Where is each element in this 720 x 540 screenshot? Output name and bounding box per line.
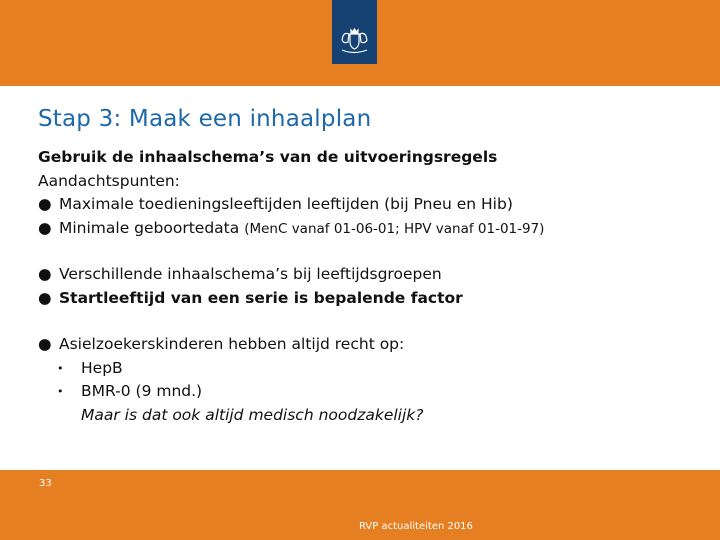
page-number: 33 (39, 478, 52, 489)
header-bar (0, 0, 720, 86)
sub-list-item: • BMR-0 (9 mnd.) (38, 380, 698, 404)
slide-content (38, 146, 698, 427)
dutch-coat-of-arms-icon (339, 26, 370, 54)
footer-bar (0, 470, 720, 540)
list-item: ● Asielzoekerskinderen hebben altijd recht op: (38, 333, 698, 357)
sub-bullet-icon: • (57, 361, 64, 375)
bullet-icon: ● (38, 288, 52, 307)
bullet-icon: ● (38, 265, 52, 283)
list-item: ● Maximale toedieningsleeftijden leeftijden (bij Pneu en Hib) (38, 193, 698, 217)
list-item: ● Minimale geboortedata (MenC vanaf 01-06-01; HPV vanaf 01-01-97) (38, 217, 698, 242)
government-logo (332, 0, 377, 64)
bullet-icon: ● (38, 218, 52, 237)
intro-line: Gebruik de inhaalschema’s van de uitvoeringsregels (38, 148, 498, 166)
sub-list-item: • HepB (38, 357, 698, 381)
footer-text: RVP actualiteiten 2016 (359, 521, 473, 532)
note-line: Maar is dat ook altijd medisch noodzakelijk? (81, 405, 424, 424)
list-item: ● Verschillende inhaalschema’s bij leeftijdsgroepen (38, 263, 698, 287)
list-item: ● Startleeftijd van een serie is bepalende factor (38, 287, 698, 311)
bullet-icon: ● (38, 335, 52, 353)
attention-heading: Aandachtspunten: (38, 171, 180, 190)
sub-bullet-icon: • (57, 385, 64, 398)
bullet-icon: ● (38, 195, 52, 213)
slide-title: Stap 3: Maak een inhaalplan (38, 106, 372, 132)
